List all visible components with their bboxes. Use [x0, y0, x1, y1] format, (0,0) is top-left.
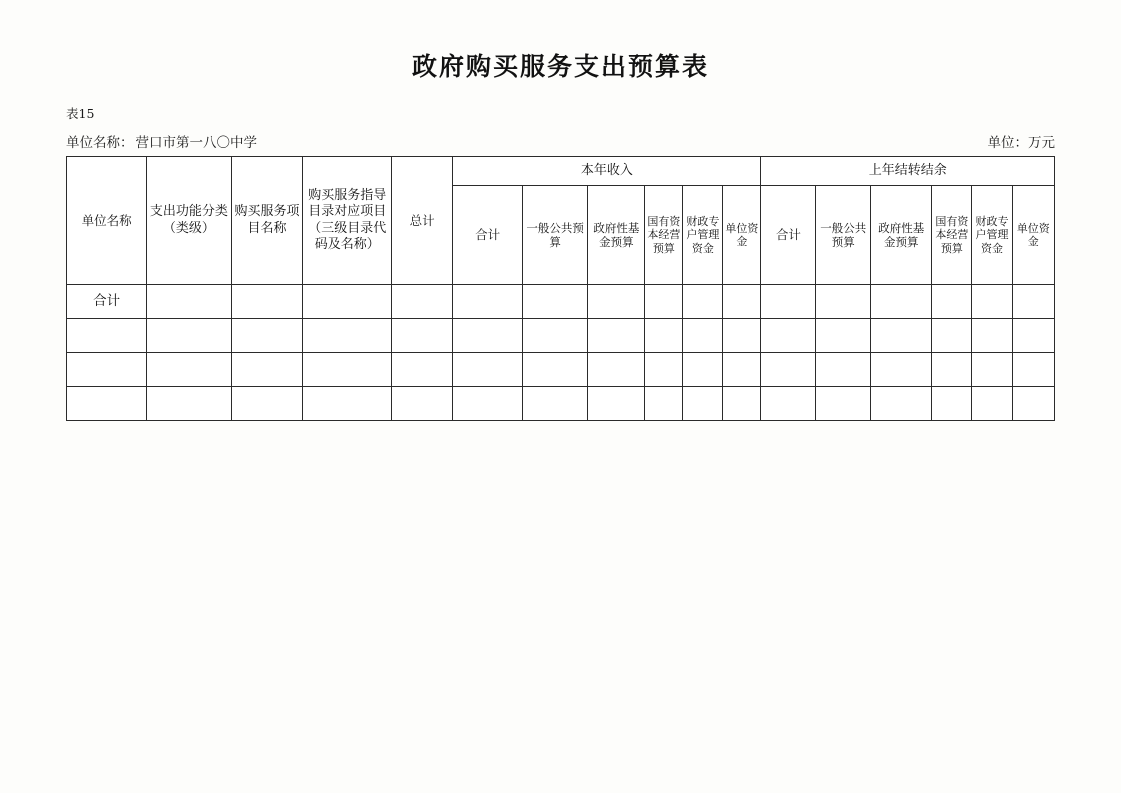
- cell-cy-subtotal: [453, 387, 523, 421]
- table-group-header-row: [67, 157, 1055, 186]
- cell-py-fiscal-special-account: [972, 387, 1012, 421]
- cell-unit-name: [67, 353, 147, 387]
- cell-guide-catalog-item: [303, 387, 392, 421]
- cell-py-general-public-budget: [816, 319, 871, 353]
- group-header-current-year-income: 本年收入: [453, 157, 761, 186]
- cell-total: [392, 353, 453, 387]
- cell-py-fiscal-special-account: [972, 319, 1012, 353]
- cell-py-unit-funds: [1012, 319, 1054, 353]
- cell-unit-name: [67, 319, 147, 353]
- cell-py-subtotal: [761, 285, 816, 319]
- col-header-py-fiscal-special-account: 财政专户管理资金: [972, 186, 1012, 285]
- cell-py-unit-funds: [1012, 387, 1054, 421]
- cell-expenditure-function: [147, 319, 231, 353]
- cell-cy-general-public-budget: [522, 319, 587, 353]
- cell-purchase-project-name: [231, 387, 303, 421]
- table-row: [67, 319, 1055, 353]
- col-header-py-general-public-budget: 一般公共预算: [816, 186, 871, 285]
- cell-purchase-project-name: [231, 319, 303, 353]
- cell-py-gov-fund-budget: [871, 285, 932, 319]
- cell-cy-gov-fund-budget: [588, 387, 645, 421]
- cell-cy-general-public-budget: [522, 353, 587, 387]
- cell-cy-subtotal: [453, 319, 523, 353]
- table-number-label: 表15: [66, 106, 95, 121]
- cell-total: [392, 319, 453, 353]
- col-header-expenditure-function: 支出功能分类（类级）: [147, 157, 231, 285]
- cell-cy-subtotal: [453, 285, 523, 319]
- cell-py-fiscal-special-account: [972, 285, 1012, 319]
- unit-name-line: [66, 131, 257, 151]
- cell-unit-name: 合计: [67, 285, 147, 319]
- page-title: 政府购买服务支出预算表: [411, 52, 709, 81]
- col-header-py-state-capital-budget: 国有资本经营预算: [932, 186, 972, 285]
- cell-py-unit-funds: [1012, 285, 1054, 319]
- cell-total: [392, 285, 453, 319]
- cell-py-general-public-budget: [816, 387, 871, 421]
- cell-py-fiscal-special-account: [972, 353, 1012, 387]
- cell-cy-fiscal-special-account: [683, 319, 723, 353]
- cell-expenditure-function: [147, 285, 231, 319]
- cell-py-gov-fund-budget: [871, 387, 932, 421]
- cell-py-subtotal: [761, 387, 816, 421]
- table-row: [67, 387, 1055, 421]
- cell-py-state-capital-budget: [932, 353, 972, 387]
- cell-cy-unit-funds: [723, 387, 761, 421]
- unit-name-value: 营口市第一八〇中学: [135, 135, 257, 151]
- col-header-cy-fiscal-special-account: 财政专户管理资金: [683, 186, 723, 285]
- cell-total: [392, 387, 453, 421]
- col-header-cy-gov-fund-budget: 政府性基金预算: [588, 186, 645, 285]
- cell-cy-fiscal-special-account: [683, 353, 723, 387]
- cell-purchase-project-name: [231, 285, 303, 319]
- cell-unit-name: [67, 387, 147, 421]
- unit-name-label: 单位名称：: [66, 135, 134, 151]
- cell-guide-catalog-item: [303, 285, 392, 319]
- cell-cy-gov-fund-budget: [588, 353, 645, 387]
- cell-cy-subtotal: [453, 353, 523, 387]
- cell-cy-state-capital-budget: [645, 285, 683, 319]
- group-header-prior-year-carryover: 上年结转结余: [761, 157, 1055, 186]
- col-header-py-unit-funds: 单位资金: [1012, 186, 1054, 285]
- col-header-py-subtotal: 合计: [761, 186, 816, 285]
- cell-py-state-capital-budget: [932, 319, 972, 353]
- cell-purchase-project-name: [231, 353, 303, 387]
- cell-py-unit-funds: [1012, 353, 1054, 387]
- col-header-cy-state-capital-budget: 国有资本经营预算: [645, 186, 683, 285]
- amount-unit-label: 单位：万元: [987, 135, 1055, 151]
- cell-cy-state-capital-budget: [645, 353, 683, 387]
- cell-cy-fiscal-special-account: [683, 285, 723, 319]
- cell-py-subtotal: [761, 353, 816, 387]
- cell-py-gov-fund-budget: [871, 353, 932, 387]
- cell-py-state-capital-budget: [932, 285, 972, 319]
- col-header-guide-catalog-item: 购买服务指导目录对应项目（三级目录代码及名称）: [303, 157, 392, 285]
- cell-guide-catalog-item: [303, 353, 392, 387]
- cell-py-general-public-budget: [816, 353, 871, 387]
- table-row: [67, 285, 1055, 319]
- cell-cy-unit-funds: [723, 319, 761, 353]
- col-header-purchase-project-name: 购买服务项目名称: [231, 157, 303, 285]
- col-header-unit-name: 单位名称: [67, 157, 147, 285]
- cell-cy-state-capital-budget: [645, 319, 683, 353]
- col-header-cy-general-public-budget: 一般公共预算: [522, 186, 587, 285]
- cell-expenditure-function: [147, 387, 231, 421]
- cell-cy-state-capital-budget: [645, 387, 683, 421]
- col-header-cy-unit-funds: 单位资金: [723, 186, 761, 285]
- cell-py-subtotal: [761, 319, 816, 353]
- cell-cy-unit-funds: [723, 353, 761, 387]
- cell-py-state-capital-budget: [932, 387, 972, 421]
- cell-cy-gov-fund-budget: [588, 285, 645, 319]
- cell-guide-catalog-item: [303, 319, 392, 353]
- cell-cy-general-public-budget: [522, 387, 587, 421]
- budget-table: [66, 156, 1055, 421]
- table-row: [67, 353, 1055, 387]
- cell-cy-unit-funds: [723, 285, 761, 319]
- col-header-total: 总计: [392, 157, 453, 285]
- cell-cy-gov-fund-budget: [588, 319, 645, 353]
- cell-py-gov-fund-budget: [871, 319, 932, 353]
- col-header-py-gov-fund-budget: 政府性基金预算: [871, 186, 932, 285]
- cell-cy-general-public-budget: [522, 285, 587, 319]
- cell-expenditure-function: [147, 353, 231, 387]
- cell-cy-fiscal-special-account: [683, 387, 723, 421]
- cell-py-general-public-budget: [816, 285, 871, 319]
- col-header-cy-subtotal: 合计: [453, 186, 523, 285]
